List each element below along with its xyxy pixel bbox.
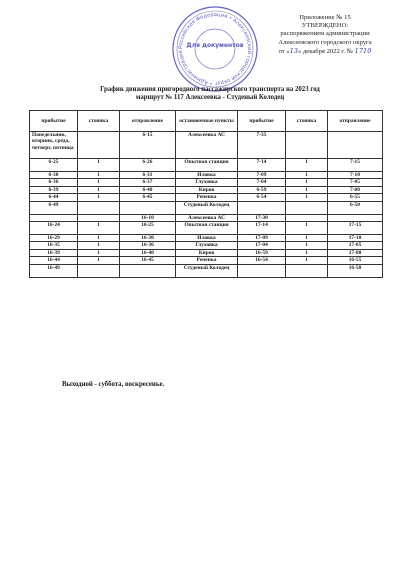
table-row (30, 264, 383, 277)
table-cell: 16-36 (120, 242, 176, 249)
table-cell: 7-14 (238, 159, 286, 172)
table-cell: 17-10 (328, 235, 383, 242)
table-cell: 6-15 (120, 132, 176, 159)
table-cell: 1 (286, 186, 328, 193)
table-cell: 1 (78, 257, 120, 264)
table-cell: Алексеевка АС (176, 214, 238, 221)
table-row (30, 214, 383, 221)
table-cell: Киров (176, 186, 238, 193)
table-row (30, 235, 383, 242)
table-cell (286, 214, 328, 221)
table-cell: 1 (286, 194, 328, 201)
table-row (30, 194, 383, 201)
table-cell: Студеный Колодец (176, 264, 238, 277)
table-cell (286, 201, 328, 214)
table-cell: 16-29 (30, 235, 78, 242)
table-cell: 1 (286, 242, 328, 249)
table-cell: 1 (286, 257, 328, 264)
schedule-title: График движения пригородного пассажирского транспорта на 2023 год (100, 86, 320, 93)
table-cell (328, 132, 383, 159)
column-header: стоянка (286, 111, 328, 132)
table-row (30, 172, 383, 179)
table-cell: 16-50 (328, 264, 383, 277)
table-cell (78, 132, 120, 159)
table-row (30, 186, 383, 193)
table-cell: 1 (78, 249, 120, 256)
stamp-center-text: Для документов (186, 42, 244, 49)
table-cell: Глуховка (176, 242, 238, 249)
table-cell (286, 132, 328, 159)
table-cell (238, 201, 286, 214)
table-cell: 7-10 (328, 172, 383, 179)
order-number: 1710 (354, 46, 372, 55)
table-cell: 6-44 (30, 194, 78, 201)
table-cell: 1 (78, 159, 120, 172)
table-cell: Алексеевка АС (176, 132, 238, 159)
table-header-row (30, 111, 383, 132)
table-cell: 6-55 (328, 194, 383, 201)
table-cell: 1 (78, 194, 120, 201)
table-cell: 6-30 (30, 172, 78, 179)
table-cell: 1 (78, 172, 120, 179)
table-cell: 7-15 (328, 159, 383, 172)
table-cell: 16-54 (238, 257, 286, 264)
table-cell: 6-59 (238, 186, 286, 193)
table-row (30, 159, 383, 172)
table-cell: 6-36 (30, 179, 78, 186)
table-cell: 17-15 (328, 222, 383, 235)
column-header: прибытие (30, 111, 78, 132)
table-cell: 17-09 (238, 235, 286, 242)
table-cell: 16-55 (328, 257, 383, 264)
column-header: прибытие (238, 111, 286, 132)
table-cell (78, 214, 120, 221)
district-label: Алексеевского городского округа (278, 38, 372, 46)
table-cell: 17-30 (238, 214, 286, 221)
column-header: отправление (328, 111, 383, 132)
route-title: маршрут № 117 Алексеевка - Студеный Колодец (135, 94, 285, 101)
table-row (30, 132, 383, 159)
table-cell: 16-10 (120, 214, 176, 221)
table-row (30, 242, 383, 249)
table-cell: 6-37 (120, 179, 176, 186)
table-cell: Иловка (176, 235, 238, 242)
table-row (30, 249, 383, 256)
table-cell: 7-05 (328, 179, 383, 186)
table-cell: 6-40 (120, 186, 176, 193)
table-cell: Репенка (176, 194, 238, 201)
table-cell: 1 (286, 249, 328, 256)
stamp-ring-text: Российская Федерация • Алексеевский городской округ • Администрация (177, 11, 253, 87)
table-cell: 1 (286, 235, 328, 242)
table-cell: 17-14 (238, 222, 286, 235)
table-row (30, 201, 383, 214)
table-cell: 1 (286, 159, 328, 172)
appendix-label: Приложение № 15 (299, 14, 351, 21)
approved-label: УТВЕРЖДЕНО: (301, 22, 349, 30)
table-cell: 16-45 (120, 257, 176, 264)
table-cell: 16-49 (30, 264, 78, 277)
table-row (30, 257, 383, 264)
date-day: 13 (289, 46, 298, 55)
table-cell (328, 214, 383, 221)
table-cell: 6-54 (238, 194, 286, 201)
column-header: остановочные пункты (176, 111, 238, 132)
table-cell: 7-04 (238, 179, 286, 186)
approval-block (252, 14, 398, 56)
table-cell: 7-35 (238, 132, 286, 159)
order-label: распоряжением администрации (280, 30, 370, 38)
table-cell: 16-39 (30, 249, 78, 256)
table-cell: 6-39 (30, 186, 78, 193)
document-heading (60, 86, 360, 102)
column-header: отправление (120, 111, 176, 132)
table-cell: 1 (286, 222, 328, 235)
table-row (30, 179, 383, 186)
weekdays-cell: Понедельник, вторник, среда, четверг, пятница (30, 132, 78, 159)
table-cell: 6-26 (120, 159, 176, 172)
table-cell: Репенка (176, 257, 238, 264)
table-cell: 17-00 (328, 249, 383, 256)
table-row (30, 222, 383, 235)
table-cell: 16-44 (30, 257, 78, 264)
table-cell: 1 (78, 186, 120, 193)
table-cell: Опытная станция (176, 222, 238, 235)
table-cell: 7-00 (328, 186, 383, 193)
table-cell: 16-59 (238, 249, 286, 256)
table-cell: Опытная станция (176, 159, 238, 172)
table-cell (238, 264, 286, 277)
table-cell: 6-49 (30, 201, 78, 214)
table-cell: 17-04 (238, 242, 286, 249)
table-cell (78, 264, 120, 277)
table-cell: 7-09 (238, 172, 286, 179)
table-cell (120, 264, 176, 277)
table-cell: 17-05 (328, 242, 383, 249)
table-cell: 1 (286, 179, 328, 186)
table-cell: 6-45 (120, 194, 176, 201)
table-cell (286, 264, 328, 277)
table-cell (120, 201, 176, 214)
table-cell: 16-25 (120, 222, 176, 235)
table-cell: 1 (78, 179, 120, 186)
table-cell: 6-25 (30, 159, 78, 172)
table-cell: Иловка (176, 172, 238, 179)
date-prefix: от « (278, 47, 290, 55)
table-cell: 1 (78, 242, 120, 249)
table-cell (78, 201, 120, 214)
table-cell: 16-35 (30, 242, 78, 249)
table-cell: 16-24 (30, 222, 78, 235)
column-header: стоянка (78, 111, 120, 132)
table-cell: Глуховка (176, 179, 238, 186)
schedule-table (29, 110, 383, 278)
table-cell (30, 214, 78, 221)
table-cell: Киров (176, 249, 238, 256)
table-cell: 16-30 (120, 235, 176, 242)
table-cell: 1 (78, 222, 120, 235)
order-date-line (252, 47, 398, 56)
table-cell: 6-31 (120, 172, 176, 179)
table-cell: Студеный Колодец (176, 201, 238, 214)
table-cell: 1 (286, 172, 328, 179)
table-cell: 16-40 (120, 249, 176, 256)
table-cell: 1 (78, 235, 120, 242)
table-cell: 6-50 (328, 201, 383, 214)
weekend-note: Выходной - суббота, воскресенье. (62, 381, 165, 388)
date-suffix: » декабря 2022 г. № (298, 47, 353, 55)
official-stamp (170, 4, 260, 94)
